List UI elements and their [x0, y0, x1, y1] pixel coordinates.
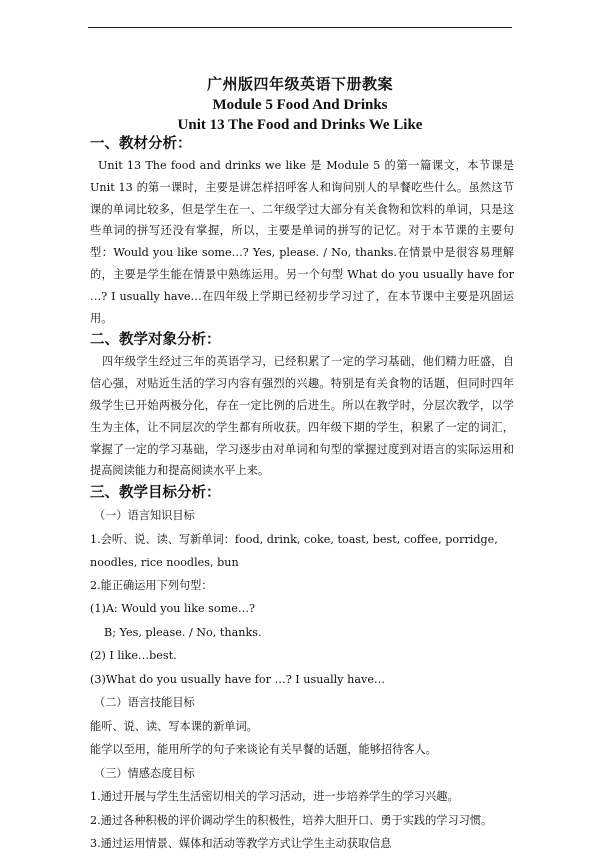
unit-title: Unit 13 The Food and Drinks We Like — [177, 117, 423, 133]
objective-subheading-knowledge: （一）语言知识目标 — [94, 509, 195, 523]
objective-item-vocabulary: 1.会听、说、读、写新单词：food, drink, coke, toast, best, coffee, porridge, noodles, rice noodles, bun — [90, 532, 498, 569]
document-title: 广州版四年级英语下册教案 — [206, 75, 393, 93]
document-body — [90, 133, 514, 856]
objective-item-skills-2: 能学以至用，能用所学的句子来谈论有关早餐的话题，能够招待客人。 — [90, 743, 437, 757]
objective-item-pattern-1a: (1)A: Would you like some…? — [90, 602, 256, 616]
section-heading-objectives: 三、教学目标分析： — [90, 484, 221, 502]
section-heading-textbook-analysis: 一、教材分析： — [90, 135, 192, 152]
objective-subheading-skills: （二）语言技能目标 — [94, 696, 195, 710]
objective-item-pattern-2: (2) I like…best. — [90, 649, 177, 663]
objective-item-skills-1: 能听、说、读、写本课的新单词。 — [90, 719, 258, 733]
objective-item-attitude-3: 3.通过运用情景、媒体和活动等教学方式让学生主动获取信息 — [90, 837, 392, 851]
objective-item-pattern-3: (3)What do you usually have for …? I usually have… — [90, 672, 386, 686]
student-analysis-paragraph: 四年级学生经过三年的英语学习，已经积累了一定的学习基础，他们精力旺盛，自信心强，对贴近生活的学习内容有强烈的兴趣。特别是有关食物的话题，但同时四年级学生已开始两极分化，存在一定比例的后进生。所以在教学时，分层次教学，以学生为主体，让不同层次的学生都有所收获。四年级下期的学生，积累了一定的词汇，掌握了一定的学习基础，学习逐步由对单词和句型的掌握过度到对语言的实际运用和提高阅读能力和提高阅读水平上来。 — [90, 355, 514, 478]
header-rule — [88, 27, 512, 28]
objective-item-sentences: 2.能正确运用下列句型： — [90, 578, 213, 592]
objective-item-attitude-2: 2.通过各种积极的评价调动学生的积极性，培养大胆开口、勇于实践的学习习惯。 — [90, 813, 493, 827]
title-block — [0, 74, 600, 135]
section-heading-student-analysis: 二、教学对象分析： — [90, 331, 221, 349]
objective-subheading-attitude: （三）情感态度目标 — [94, 766, 195, 780]
module-title: Module 5 Food And Drinks — [212, 97, 388, 113]
objective-item-attitude-1: 1.通过开展与学生生活密切相关的学习活动，进一步培养学生的学习兴趣。 — [90, 790, 459, 804]
objective-item-pattern-1b: B; Yes, please. / No, thanks. — [104, 625, 262, 639]
textbook-analysis-paragraph: Unit 13 The food and drinks we like 是 Module 5 的第一篇课文，本节课是 Unit 13 的第一课时，主要是讲怎样招呼客人和询问别人的早餐吃些什么。虽然这节课的单词比较多，但是学生在一、二年级学过大部分有关食物和饮料的单词，只是这些单词的拼写还没有掌握，所以，主要是单词的拼写的记忆。对于本节课的主要句型：Would you like some…? Yes, please. / No, thanks.在情景中是很容易理解的，主要是学生能在情景中熟练运用。另一个句型 What do you usually have for …? I usually have…在四年级上学期已经初步学习过了，在本节课中主要是巩固运用。 — [90, 159, 514, 325]
